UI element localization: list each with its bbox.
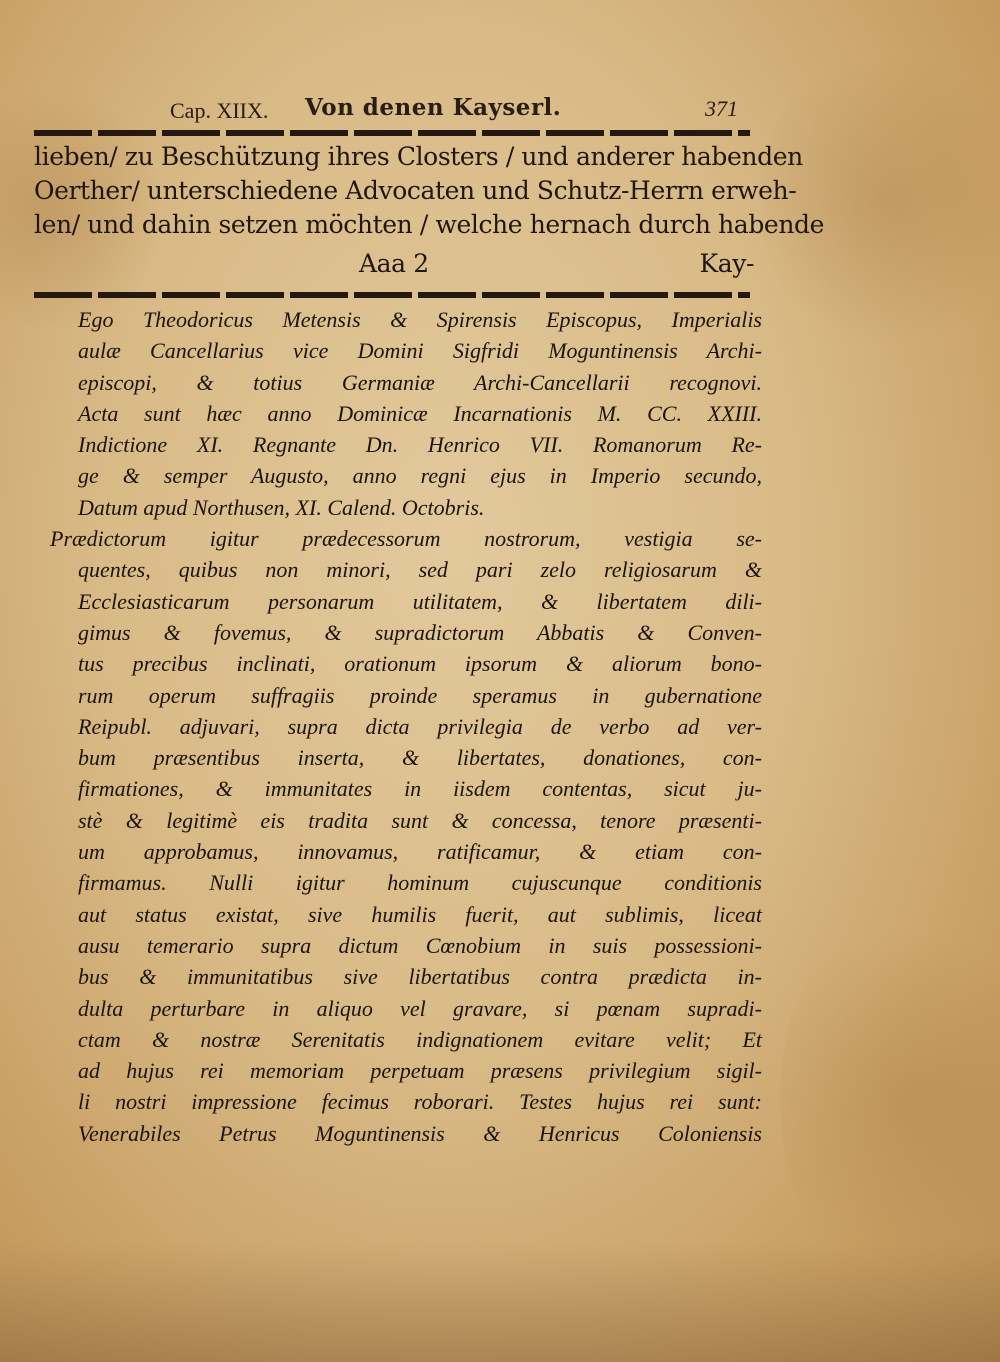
text-line: len/ und dahin setzen möchten / welche hernach durch habende [34, 210, 825, 239]
text-line: quentes, quibus non minori, sed pari zelo religiosarum & [78, 557, 762, 583]
text-line: bum præsentibus inserta, & libertates, donationes, con- [78, 745, 762, 771]
paper-stain [780, 900, 1000, 1300]
text-line: Reipubl. adjuvari, supra dicta privilegia de verbo ad ver- [78, 713, 762, 739]
text-line: stè & legitimè eis tradita sunt & concessa, tenore præsenti- [78, 807, 762, 833]
text-line: tus precibus inclinati, orationum ipsorum & aliorum bono- [78, 651, 762, 677]
signature-mark: Aaa 2 [359, 249, 429, 278]
paper-stain [760, 40, 1000, 360]
text-line: dulta perturbare in aliquo vel gravare, si pœnam supradi- [78, 995, 762, 1021]
text-line: aut status existat, sive humilis fuerit, aut sublimis, liceat [78, 901, 762, 927]
text-line: Datum apud Northusen, XI. Calend. Octobris. [78, 494, 485, 520]
catchword: Kay- [699, 249, 754, 278]
signature-line [34, 247, 754, 281]
running-title: Von denen Kayserl. [305, 94, 562, 121]
text-line: ge & semper Augusto, anno regni ejus in Imperio secundo, [78, 463, 762, 489]
german-text-block [34, 140, 825, 278]
chapter-label: Cap. XIIX. [170, 98, 269, 123]
text-line: ausu temerario supra dictum Cœnobium in suis possessioni- [78, 932, 762, 958]
page-edge-shadow [0, 1242, 1000, 1362]
text-line: Venerabiles Petrus Moguntinensis & Henricus Coloniensis [78, 1120, 762, 1146]
text-line: bus & immunitatibus sive libertatibus contra prædicta in- [78, 964, 762, 990]
text-line: Acta sunt hæc anno Dominicæ Incarnationis M. CC. XXIII. [78, 400, 762, 426]
text-line: gimus & fovemus, & supradictorum Abbatis & Conven- [78, 619, 762, 645]
latin-text-block [50, 304, 762, 1149]
section-rule [34, 292, 750, 298]
text-line: episcopi, & totius Germaniæ Archi-Cancellarii recognovi. [78, 369, 762, 395]
text-line: aulæ Cancellarius vice Domini Sigfridi Moguntinensis Archi- [78, 338, 762, 364]
text-line: ctam & nostræ Serenitatis indignationem evitare velit; Et [78, 1026, 762, 1052]
text-line: ad hujus rei memoriam perpetuam præsens privilegium sigil- [78, 1058, 762, 1084]
running-head [170, 92, 750, 132]
text-line: firmamus. Nulli igitur hominum cujuscunque conditionis [78, 870, 762, 896]
text-line: rum operum suffragiis proinde speramus in gubernatione [78, 682, 762, 708]
text-line: um approbamus, innovamus, ratificamur, & etiam con- [78, 839, 762, 865]
text-line: li nostri impressione fecimus roborari. Testes hujus rei sunt: [78, 1089, 762, 1115]
text-line: Prædictorum igitur prædecessorum nostrorum, vestigia se- [50, 526, 762, 552]
text-line: firmationes, & immunitates in iisdem contentas, sicut ju- [78, 776, 762, 802]
page-number: 371 [705, 96, 738, 121]
text-line: Ecclesiasticarum personarum utilitatem, & libertatem dili- [78, 588, 762, 614]
text-line: lieben/ zu Beschützung ihres Closters / und anderer habenden [34, 142, 803, 171]
text-line: Indictione XI. Regnante Dn. Henrico VII. Romanorum Re- [78, 432, 762, 458]
text-line: Oerther/ unterschiedene Advocaten und Schutz-Herrn erweh- [34, 176, 797, 205]
header-rule [34, 130, 750, 136]
text-line: Ego Theodoricus Metensis & Spirensis Episcopus, Imperialis [78, 307, 762, 332]
